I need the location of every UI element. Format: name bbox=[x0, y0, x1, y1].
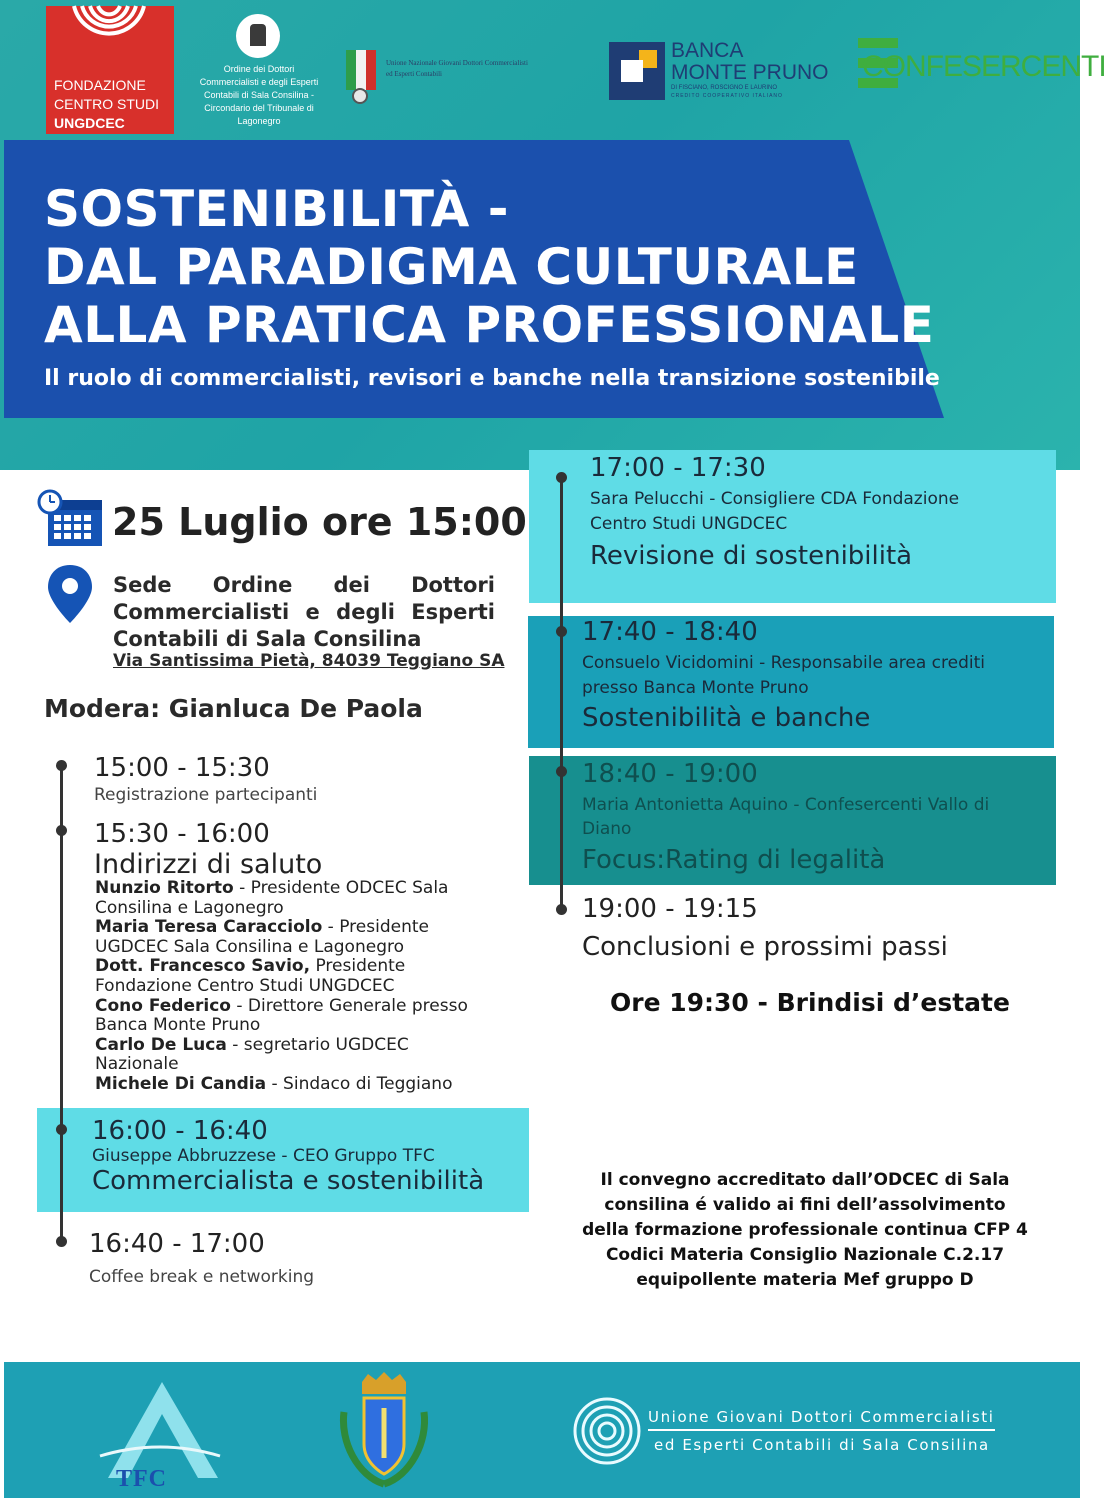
slot-7-speaker-1: Maria Antonietta Aquino - Confesercenti Vallo di bbox=[582, 795, 990, 815]
timeline-dot bbox=[56, 1236, 67, 1247]
banca-logo-mark bbox=[609, 42, 665, 100]
slot-3-title: Commercialista e sostenibilità bbox=[92, 1166, 485, 1196]
subtitle: Il ruolo di commercialisti, revisori e banche nella transizione sostenibile bbox=[44, 366, 940, 391]
moderator: Modera: Gianluca De Paola bbox=[44, 694, 423, 723]
slot-3-time: 16:00 - 16:40 bbox=[92, 1116, 268, 1146]
greeting-line: Banca Monte Pruno bbox=[95, 1015, 261, 1036]
timeline-dot bbox=[56, 825, 67, 836]
ordine-text-1: Ordine dei Dottori bbox=[223, 64, 295, 74]
accreditation-line-5: equipollente materia Mef gruppo D bbox=[636, 1270, 974, 1290]
ordine-seal bbox=[236, 14, 280, 58]
slot-7-speaker-2: Diano bbox=[582, 819, 632, 839]
footer-union-line-2: ed Esperti Contabili di Sala Consilina bbox=[654, 1436, 990, 1454]
banca-logo-text bbox=[671, 40, 829, 100]
greeting-line: Maria Teresa Caracciolo - Presidente bbox=[95, 917, 429, 938]
ordine-text-4: Circondario del Tribunale di bbox=[204, 103, 314, 113]
slot-5-title: Revisione di sostenibilità bbox=[590, 541, 913, 571]
title-line-3: ALLA PRATICA PROFESSIONALE bbox=[44, 296, 935, 354]
slot-6-speaker-2: presso Banca Monte Pruno bbox=[582, 678, 809, 698]
footer-union-line-1: Unione Giovani Dottori Commercialisti bbox=[648, 1408, 995, 1431]
slot-5-speaker-2: Centro Studi UNGDCEC bbox=[590, 514, 788, 534]
location-pin-icon bbox=[48, 565, 92, 625]
timeline-dot bbox=[556, 472, 567, 483]
slot-1-time: 15:00 - 15:30 bbox=[94, 753, 270, 783]
venue-line-3: Contabili di Sala Consilina bbox=[113, 627, 422, 651]
greeting-line: Fondazione Centro Studi UNGDCEC bbox=[95, 975, 395, 996]
greeting-line: Dott. Francesco Savio, Presidente bbox=[95, 956, 406, 977]
fondazione-line-3: UNGDCEC bbox=[54, 115, 125, 131]
accreditation-note bbox=[580, 1168, 1030, 1293]
slot-4-desc: Coffee break e networking bbox=[89, 1267, 315, 1287]
title-line-2: DAL PARADIGMA CULTURALE bbox=[44, 238, 859, 296]
slot-7-title: Focus:Rating di legalità bbox=[582, 845, 886, 875]
slot-6-time: 17:40 - 18:40 bbox=[582, 617, 758, 647]
venue-line-1: Sede Ordine dei Dottori bbox=[113, 573, 495, 597]
slot-5-time: 17:00 - 17:30 bbox=[590, 453, 766, 483]
greeting-line: Carlo De Luca - segretario UGDCEC bbox=[95, 1034, 409, 1055]
accreditation-line-3: della formazione professionale continua CFP 4 bbox=[582, 1220, 1028, 1240]
toast-line: Ore 19:30 - Brindisi d’estate bbox=[610, 988, 1010, 1017]
greeting-line: Michele Di Candia - Sindaco di Teggiano bbox=[95, 1073, 453, 1094]
timeline-dot bbox=[556, 904, 567, 915]
accreditation-line-2: consilina é valido ai fini dell’assolvimento bbox=[604, 1195, 1006, 1215]
fondazione-logo bbox=[46, 6, 174, 134]
slot-1-desc: Registrazione partecipanti bbox=[94, 785, 318, 805]
slot-4-time: 16:40 - 17:00 bbox=[89, 1229, 265, 1259]
accreditation-line-4: Codici Materia Consiglio Nazionale C.2.17 bbox=[605, 1245, 1005, 1265]
tfc-logo-text: TFC bbox=[116, 1466, 167, 1492]
slot-2-title: Indirizzi di saluto bbox=[94, 849, 323, 880]
banca-text-2: MONTE PRUNO bbox=[671, 61, 829, 84]
ordine-text-5: Lagonegro bbox=[237, 116, 281, 126]
italian-flag-icon bbox=[346, 50, 376, 104]
slot-8-title: Conclusioni e prossimi passi bbox=[582, 932, 948, 962]
slot-7-time: 18:40 - 19:00 bbox=[582, 759, 758, 789]
ordine-text-3: Contabili di Sala Consilina - bbox=[203, 90, 315, 100]
slot-6-title: Sostenibilità e banche bbox=[582, 703, 871, 733]
greeting-line: Consilina e Lagonegro bbox=[95, 897, 284, 918]
fingerprint-icon bbox=[64, 6, 154, 66]
greetings-list bbox=[95, 879, 468, 1095]
unione-small-1: Unione Nazionale Giovani Dottori Commercialisti bbox=[386, 59, 528, 67]
confesercenti-text: CONFESERCENTI bbox=[862, 50, 1106, 83]
fondazione-line-2: CENTRO STUDI bbox=[54, 96, 159, 112]
greeting-line: Cono Federico - Direttore Generale presso bbox=[95, 995, 468, 1016]
calendar-icon bbox=[36, 490, 104, 548]
banca-text-3: DI FISCIANO, ROSCIGNO E LAURINO bbox=[671, 85, 778, 91]
fondazione-line-1: FONDAZIONE bbox=[54, 77, 146, 93]
ugdcec-emblem-icon bbox=[572, 1396, 642, 1466]
unione-small-2: ed Esperti Contabili bbox=[386, 70, 442, 78]
timeline-dot bbox=[56, 760, 67, 771]
accreditation-line-1: Il convegno accreditato dall’ODCEC di Sala bbox=[600, 1170, 1010, 1190]
greeting-line: UGDCEC Sala Consilina e Lagonegro bbox=[95, 936, 404, 957]
slot-3-speaker: Giuseppe Abbruzzese - CEO Gruppo TFC bbox=[92, 1146, 435, 1166]
greeting-line: Nunzio Ritorto - Presidente ODCEC Sala bbox=[95, 878, 449, 898]
venue-line-2: Commercialisti e degli Esperti bbox=[113, 600, 495, 624]
title-line-1: SOSTENIBILITÀ - bbox=[44, 180, 509, 238]
slot-2-time: 15:30 - 16:00 bbox=[94, 819, 270, 849]
slot-8-time: 19:00 - 19:15 bbox=[582, 894, 758, 924]
unione-nazionale-text bbox=[386, 58, 598, 80]
ordine-text-2: Commercialisti e degli Esperti bbox=[199, 77, 319, 87]
timeline-dot bbox=[556, 626, 567, 637]
greeting-line: Nazionale bbox=[95, 1054, 179, 1075]
teggiano-crest-icon bbox=[338, 1372, 430, 1492]
slot-6-speaker-1: Consuelo Vicidomini - Responsabile area crediti bbox=[582, 653, 985, 673]
right-timeline-line bbox=[560, 476, 563, 910]
banca-text-1: BANCA bbox=[671, 39, 744, 62]
banca-text-4: CREDITO COOPERATIVO ITALIANO bbox=[671, 93, 783, 99]
venue-address[interactable]: Via Santissima Pietà, 84039 Teggiano SA bbox=[113, 651, 505, 671]
timeline-dot bbox=[56, 1124, 67, 1135]
event-date: 25 Luglio ore 15:00 bbox=[112, 500, 527, 544]
ordine-logo-text bbox=[186, 63, 332, 128]
slot-5-speaker-1: Sara Pelucchi - Consigliere CDA Fondazione bbox=[590, 489, 960, 509]
timeline-dot bbox=[556, 766, 567, 777]
